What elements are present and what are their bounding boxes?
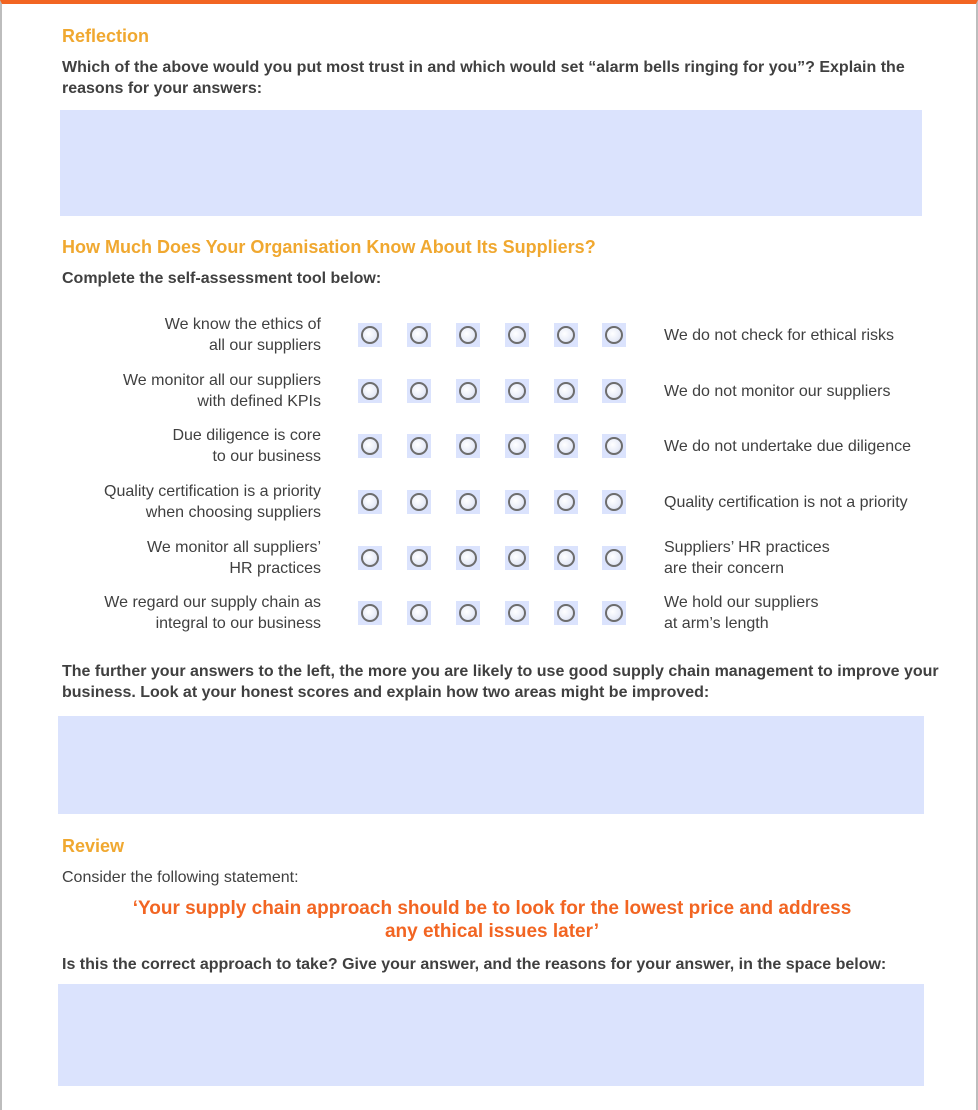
row-3-left-label [62, 425, 321, 467]
row-2-right-line-1: We do not monitor our suppliers [664, 383, 891, 400]
row-6-right-label [664, 592, 964, 634]
radio-circle-icon [361, 437, 379, 455]
row-2-radio-4[interactable] [505, 379, 529, 403]
row-6-left-label [62, 592, 321, 634]
review-quote-line-2: any ethical issues later’ [384, 921, 600, 942]
radio-circle-icon [605, 382, 623, 400]
row-2-radio-1[interactable] [358, 379, 382, 403]
row-3-left-line-1: Due diligence is core [172, 427, 321, 444]
row-6-radio-1[interactable] [358, 601, 382, 625]
review-answer-field[interactable] [58, 984, 924, 1086]
review-question: Is this the correct approach to take? Give your answer, and the reasons for your answer, in the space below: [62, 956, 887, 973]
reflection-question [62, 57, 942, 99]
row-2-left-line-1: We monitor all our suppliers [122, 372, 321, 389]
assessment-followup [62, 661, 942, 703]
radio-circle-icon [557, 604, 575, 622]
improvement-answer-field[interactable] [58, 716, 924, 814]
radio-circle-icon [459, 326, 477, 344]
row-6-left-line-2: integral to our business [155, 615, 321, 632]
row-2-left-label [62, 370, 321, 412]
row-6-radio-6[interactable] [602, 601, 626, 625]
row-4-left-line-2: when choosing suppliers [145, 504, 321, 521]
row-3-radio-2[interactable] [407, 434, 431, 458]
row-6-radio-5[interactable] [554, 601, 578, 625]
row-4-right-line-1: Quality certification is not a priority [664, 494, 908, 511]
row-4-radio-1[interactable] [358, 490, 382, 514]
row-5-right-line-1: Suppliers’ HR practices [664, 539, 830, 556]
radio-circle-icon [557, 493, 575, 511]
row-1-right-line-1: We do not check for ethical risks [664, 327, 895, 344]
radio-circle-icon [557, 382, 575, 400]
row-6-radio-3[interactable] [456, 601, 480, 625]
row-5-radio-6[interactable] [602, 546, 626, 570]
row-1-radio-5[interactable] [554, 323, 578, 347]
row-2-radio-2[interactable] [407, 379, 431, 403]
row-1-radio-1[interactable] [358, 323, 382, 347]
row-4-radio-5[interactable] [554, 490, 578, 514]
row-2-right-label [664, 381, 964, 402]
row-5-radio-5[interactable] [554, 546, 578, 570]
row-1-right-label [664, 325, 964, 346]
row-4-left-label [62, 481, 321, 523]
radio-circle-icon [459, 493, 477, 511]
radio-circle-icon [605, 326, 623, 344]
row-2-radio-5[interactable] [554, 379, 578, 403]
radio-circle-icon [557, 326, 575, 344]
radio-circle-icon [410, 493, 428, 511]
assessment-followup-line-2: business. Look at your honest scores and explain how two areas might be improved: [62, 684, 710, 701]
row-3-radio-3[interactable] [456, 434, 480, 458]
review-quote [62, 897, 922, 943]
radio-circle-icon [605, 493, 623, 511]
radio-circle-icon [508, 382, 526, 400]
reflection-question-line-2: reasons for your answers: [62, 80, 263, 97]
row-2-left-line-2: with defined KPIs [197, 393, 321, 410]
reflection-answer-field[interactable] [60, 110, 922, 216]
radio-circle-icon [361, 604, 379, 622]
row-2-radio-6[interactable] [602, 379, 626, 403]
radio-circle-icon [557, 437, 575, 455]
radio-circle-icon [361, 382, 379, 400]
row-6-left-line-1: We regard our supply chain as [104, 594, 321, 611]
row-1-radio-4[interactable] [505, 323, 529, 347]
radio-circle-icon [361, 549, 379, 567]
assessment-heading: How Much Does Your Organisation Know About Its Suppliers? [62, 237, 596, 257]
row-6-right-line-1: We hold our suppliers [664, 594, 819, 611]
row-1-left-label [62, 314, 321, 356]
row-4-radio-2[interactable] [407, 490, 431, 514]
assessment-followup-line-1: The further your answers to the left, the more you are likely to use good supply chain management to improve your [62, 663, 939, 680]
row-5-radio-2[interactable] [407, 546, 431, 570]
row-3-radio-4[interactable] [505, 434, 529, 458]
radio-circle-icon [605, 604, 623, 622]
row-1-radio-2[interactable] [407, 323, 431, 347]
row-3-radio-6[interactable] [602, 434, 626, 458]
row-3-right-label [664, 436, 964, 457]
radio-circle-icon [508, 437, 526, 455]
row-4-left-line-1: Quality certification is a priority [104, 483, 321, 500]
row-6-right-line-2: at arm’s length [664, 615, 769, 632]
radio-circle-icon [459, 382, 477, 400]
row-3-radio-1[interactable] [358, 434, 382, 458]
review-intro: Consider the following statement: [62, 869, 299, 886]
radio-circle-icon [410, 549, 428, 567]
radio-circle-icon [557, 549, 575, 567]
radio-circle-icon [410, 382, 428, 400]
row-5-right-label [664, 537, 964, 579]
review-heading: Review [62, 836, 125, 856]
radio-circle-icon [410, 437, 428, 455]
row-5-right-line-2: are their concern [664, 560, 785, 577]
radio-circle-icon [459, 549, 477, 567]
row-1-left-line-2: all our suppliers [208, 337, 321, 354]
radio-circle-icon [508, 493, 526, 511]
radio-circle-icon [361, 326, 379, 344]
radio-circle-icon [605, 437, 623, 455]
radio-circle-icon [508, 604, 526, 622]
radio-circle-icon [459, 437, 477, 455]
radio-circle-icon [459, 604, 477, 622]
row-3-left-line-2: to our business [212, 448, 321, 465]
radio-circle-icon [410, 326, 428, 344]
row-1-radio-6[interactable] [602, 323, 626, 347]
row-5-left-line-1: We monitor all suppliers’ [147, 539, 321, 556]
row-1-radio-3[interactable] [456, 323, 480, 347]
reflection-question-line-1: Which of the above would you put most trust in and which would set “alarm bells ringing for you”? Explain the [62, 59, 905, 76]
reflection-heading: Reflection [62, 26, 150, 46]
row-4-radio-6[interactable] [602, 490, 626, 514]
radio-circle-icon [508, 326, 526, 344]
row-6-radio-2[interactable] [407, 601, 431, 625]
row-5-left-line-2: HR practices [229, 560, 321, 577]
assessment-intro: Complete the self-assessment tool below: [62, 270, 382, 287]
row-5-radio-3[interactable] [456, 546, 480, 570]
row-3-right-line-1: We do not undertake due diligence [664, 438, 911, 455]
review-quote-line-1: ‘Your supply chain approach should be to look for the lowest price and address [132, 898, 852, 919]
row-5-radio-4[interactable] [505, 546, 529, 570]
row-4-right-label [664, 492, 964, 513]
radio-circle-icon [361, 493, 379, 511]
row-5-radio-1[interactable] [358, 546, 382, 570]
row-4-radio-3[interactable] [456, 490, 480, 514]
radio-circle-icon [605, 549, 623, 567]
row-6-radio-4[interactable] [505, 601, 529, 625]
row-1-left-line-1: We know the ethics of [164, 316, 321, 333]
row-4-radio-4[interactable] [505, 490, 529, 514]
row-3-radio-5[interactable] [554, 434, 578, 458]
radio-circle-icon [410, 604, 428, 622]
radio-circle-icon [508, 549, 526, 567]
row-5-left-label [62, 537, 321, 579]
row-2-radio-3[interactable] [456, 379, 480, 403]
